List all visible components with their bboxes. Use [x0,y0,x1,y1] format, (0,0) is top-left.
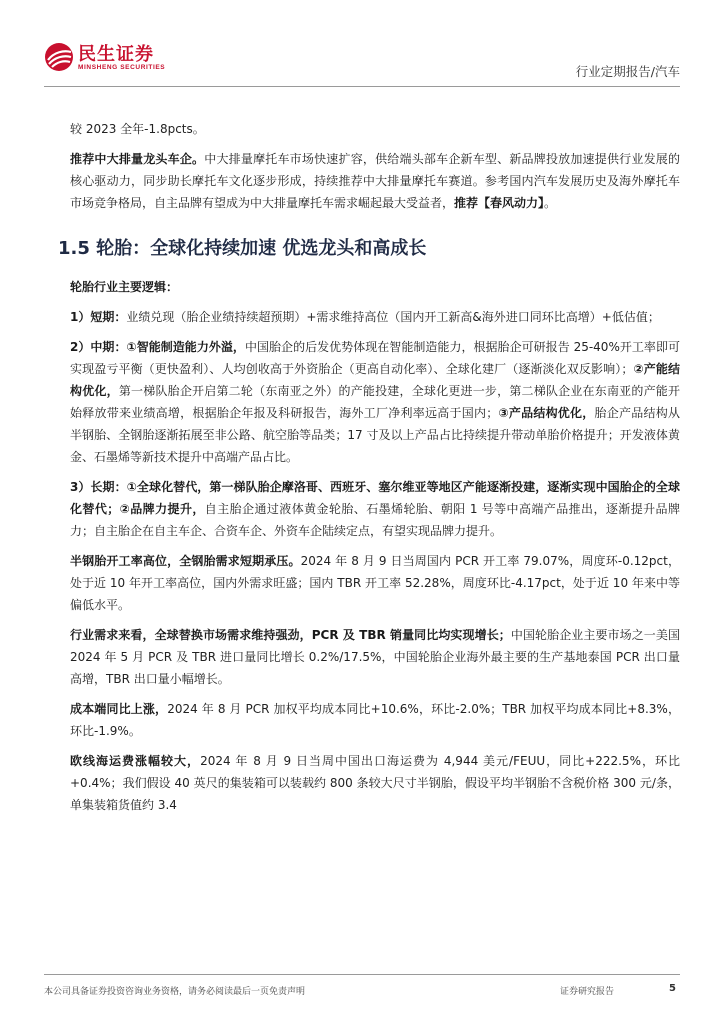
bold-lead: 成本端同比上涨， [70,702,168,716]
paragraph-logic-title [70,276,680,298]
bold-lead: 1）短期： [70,310,127,324]
page-header [0,0,724,90]
paragraph-demand [70,624,680,690]
paragraph-utilization [70,550,680,616]
footer-divider [44,974,680,975]
bold-point: ②品牌力提升， [119,502,205,516]
bold-point: ③产品结构优化， [498,406,595,420]
bold-lead: 半钢胎开工率高位，全钢胎需求短期承压。 [70,554,301,568]
text: 2024 年 8 月 9 日当周国内 PCR 开工率 79.07%，周度环-0.12pct，处于近 10 年开工率高位，国内外需求旺盛；国内 TBR 开工率 52.28%，周度环比-4.17pct，处于近 10 年来中等偏低水平。 [70,554,680,612]
brand-name-cn: 民生证券 [78,44,154,65]
text: 中大排量摩托车市场快速扩容，供给端头部车企新车型、新品牌投放加速提供行业发展的核心驱动力，同步助长摩托车文化逐步形成，持续推荐中大排量摩托车赛道。参考国内汽车发展历史及海外摩托车市场竞争格局，自主品牌有望成为中大排量摩托车需求崛起最大受益者， [70,152,680,210]
text: 2024 年 8 月 9 日当周中国出口海运费为 4,944 美元/FEUU，同比+222.5%，环比+0.4%；我们假设 40 英尺的集装箱可以装载约 800 条较大尺寸半钢胎，假设平均半钢胎不含税价格 300 元/条，单集装箱货值约 3.4 [70,754,680,812]
minsheng-logo-icon [44,42,74,72]
page-number: 5 [669,983,676,994]
bold-lead: 2）中期： [70,340,127,354]
paragraph-mid-term [70,336,680,468]
bold-recommend: 推荐【春风动力】 [454,196,545,210]
bold-point: ①智能制造能力外溢， [126,340,245,354]
text: 第一梯队胎企开启第二轮（东南亚之外）的产能投建，全球化更进一步，第二梯队企业在东南亚的产能开始释放带来业绩高增，根据胎企年报及科研报告，海外工厂净利率远高于国内； [70,384,680,420]
paragraph-short-term [70,306,680,328]
text: 较 2023 全年-1.8pcts。 [70,122,205,136]
paragraph-intro [70,118,680,140]
document-body [58,118,680,824]
bold-lead: 轮胎行业主要逻辑： [70,280,179,294]
paragraph-freight [70,750,680,816]
report-type: 行业定期报告/汽车 [575,64,680,79]
bold-point: ①全球化替代， [126,480,210,494]
bold-point: ②产能结构优化， [70,362,680,398]
footer-label: 证券研究报告 [560,987,615,997]
bold-lead: 推荐中大排量龙头车企。 [70,152,205,166]
bold-lead: 欧线海运费涨幅较大， [70,754,201,768]
text: 胎企产品结构从半钢胎、全钢胎逐渐拓展至非公路、航空胎等品类；17 寸及以上产品占比持续提升带动单胎价格提升；开发液体黄金、石墨烯等新技术提升中高端产品占比。 [70,406,680,464]
text: 。 [544,196,557,210]
paragraph-motorcycle [70,148,680,214]
paragraph-long-term [70,476,680,542]
text: 业绩兑现（胎企业绩持续超预期）+需求维持高位（国内开工新高&海外进口同环比高增）+低估值； [126,310,660,324]
text: 2024 年 8 月 PCR 加权平均成本同比+10.6%，环比-2.0%；TBR 加权平均成本同比+8.3%，环比-1.9%。 [70,702,680,738]
bold-text: 第一梯队胎企摩洛哥、西班牙、塞尔维亚等地区产能逐渐投建，逐渐实现中国胎企的全球化替代； [70,480,680,516]
bold-lead: 3）长期： [70,480,127,494]
bold-lead: 行业需求来看，全球替换市场需求维持强劲，PCR 及 TBR 销量同比均实现增长； [70,628,511,642]
text: 中国轮胎企业主要市场之一美国 2024 年 5 月 PCR 及 TBR 进口量同比增长 0.2%/17.5%，中国轮胎企业海外最主要的生产基地泰国 PCR 出口量高增，TBR 出口量小幅增长。 [70,628,680,686]
paragraph-cost [70,698,680,742]
header-divider [44,86,680,87]
text: 自主胎企通过液体黄金轮胎、石墨烯轮胎、朝阳 1 号等中高端产品推出，逐渐提升品牌力；自主胎企在自主车企、合资车企、外资车企陆续定点，有望实现品牌力提升。 [70,502,680,538]
brand-logo [44,40,184,80]
brand-name-en: MINSHENG SECURITIES [78,64,166,71]
section-title: 1.5 轮胎：全球化持续加速 优选龙头和高成长 [58,238,427,259]
footer-disclaimer: 本公司具备证券投资咨询业务资格，请务必阅读最后一页免责声明 [44,987,306,997]
text: 中国胎企的后发优势体现在智能制造能力，根据胎企可研报告 25-40%开工率即可实现盈亏平衡（更快盈利）、人均创收高于外资胎企（更高自动化率）、全球化建厂（逐渐淡化双反影响）； [70,340,680,376]
